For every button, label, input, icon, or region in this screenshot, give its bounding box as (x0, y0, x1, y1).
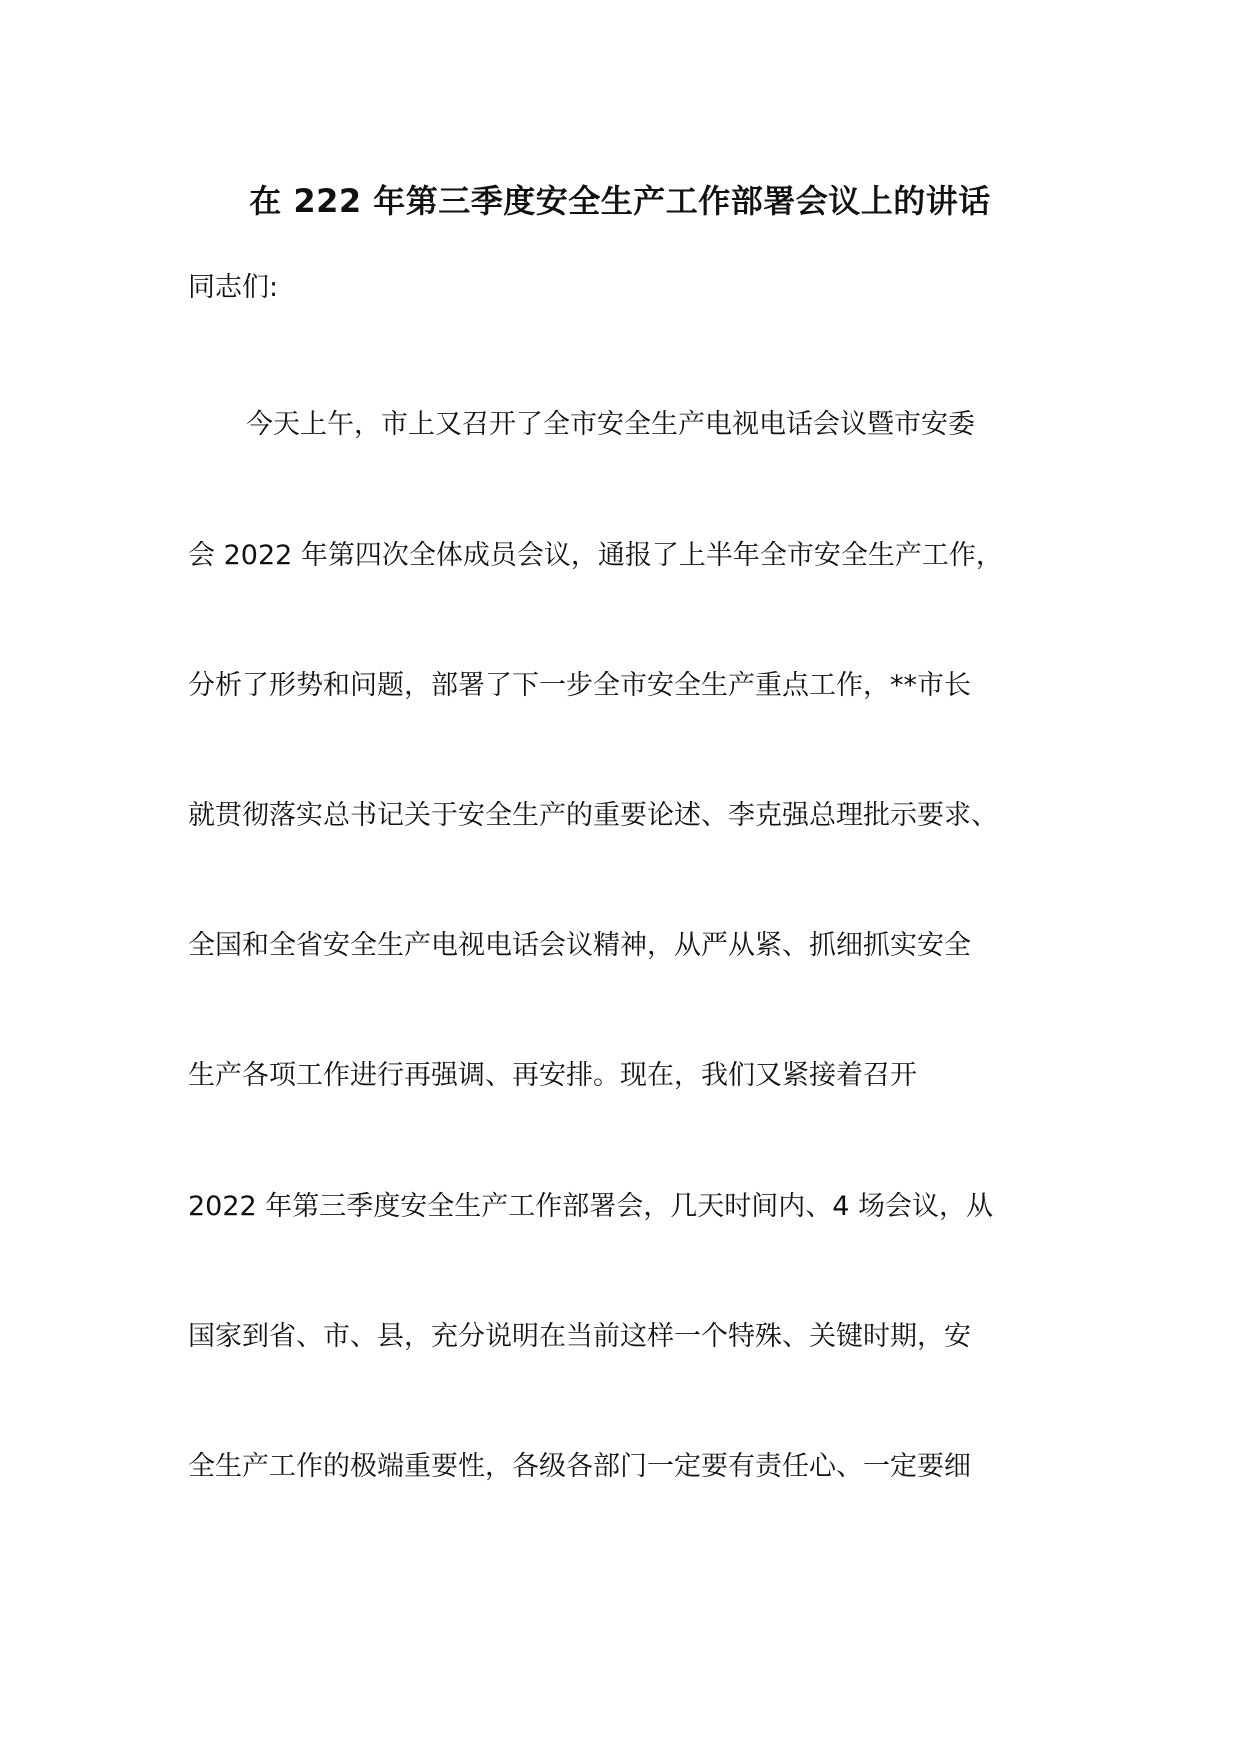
body-line: 今天上午，市上又召开了全市安全生产电视电话会议暨市安委 (246, 409, 975, 440)
body-line: 全生产工作的极端重要性，各级各部门一定要有责任心、一定要细 (188, 1451, 971, 1482)
body-line: 生产各项工作进行再强调、再安排。现在，我们又紧接着召开 (188, 1060, 917, 1091)
body-line: 2022 年第三季度安全生产工作部署会，几天时间内、4 场会议，从 (188, 1191, 994, 1222)
body-line: 会 2022 年第四次全体成员会议，通报了上半年全市安全生产工作， (188, 540, 1003, 571)
body-line: 国家到省、市、县，充分说明在当前这样一个特殊、关键时期，安 (188, 1321, 971, 1352)
salutation: 同志们: (188, 272, 279, 303)
document-title: 在 222 年第三季度安全生产工作部署会议上的讲话 (249, 182, 991, 220)
body-line: 分析了形势和问题，部署了下一步全市安全生产重点工作，**市长 (188, 670, 971, 701)
body-line: 全国和全省安全生产电视电话会议精神，从严从紧、抓细抓实安全 (188, 930, 971, 961)
body-line: 就贯彻落实总书记关于安全生产的重要论述、李克强总理批示要求、 (188, 800, 998, 831)
